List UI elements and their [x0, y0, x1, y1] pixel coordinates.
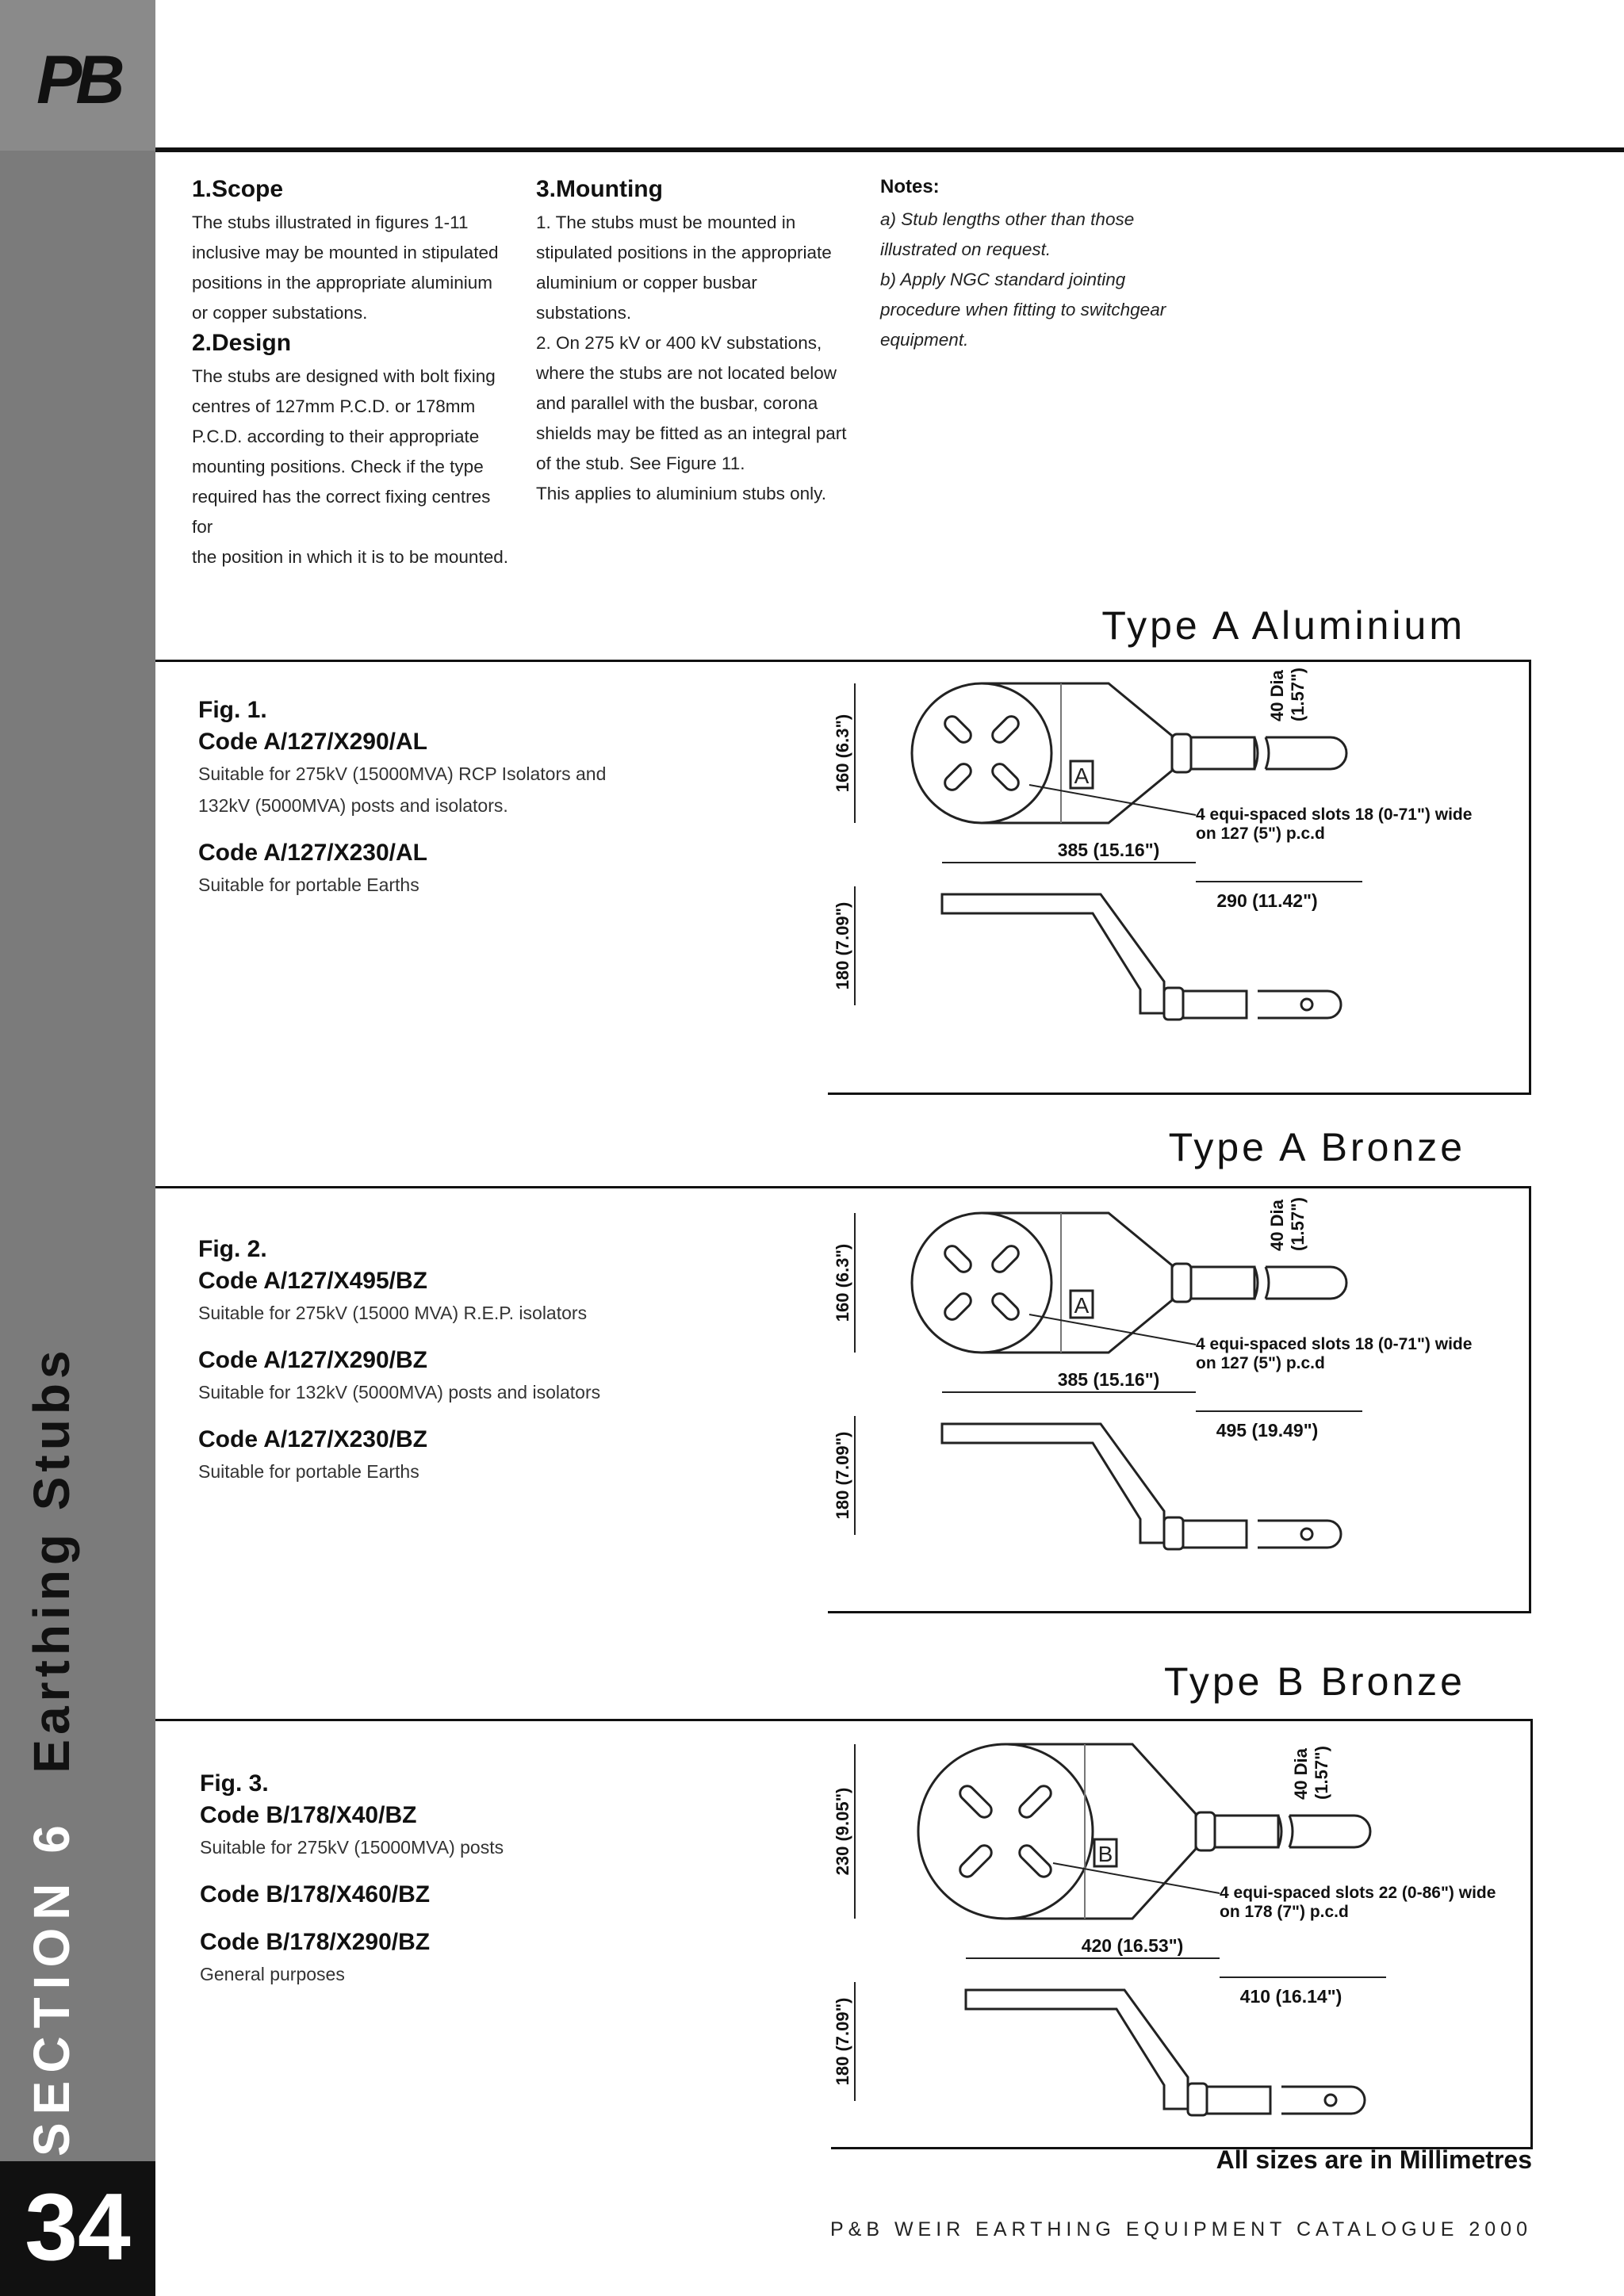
- side-dim-label: 180 (7.09"): [833, 901, 852, 990]
- side-view-collar: [1188, 2084, 1207, 2115]
- stub-collar: [1196, 1812, 1215, 1850]
- fixing-slot: [990, 1243, 1021, 1275]
- stub-drawing: [831, 1728, 1529, 2125]
- side-view-hole: [1325, 2095, 1336, 2106]
- side-view-collar: [1164, 1517, 1183, 1549]
- side-view-rod: [1183, 991, 1247, 1018]
- code-description: Suitable for 132kV (5000MVA) posts and isolators: [198, 1382, 601, 1402]
- side-view-collar: [1164, 988, 1183, 1020]
- plate-circle: [912, 683, 1051, 823]
- fig-3-text: [200, 1768, 691, 1990]
- dia-dim-label: (1.57"): [1288, 1197, 1308, 1251]
- intro-column-2: [536, 176, 853, 509]
- section-name: Earthing Stubs: [23, 1345, 80, 1774]
- stub-drawing: [831, 666, 1529, 1062]
- code-description: Suitable for portable Earths: [198, 874, 419, 895]
- code-description: Suitable for 275kV (15000MVA) posts: [200, 1837, 504, 1858]
- fixing-slot: [1017, 1843, 1054, 1880]
- stub-dim-label: 495 (19.49"): [1216, 1420, 1319, 1441]
- fig-2-text: [198, 1234, 690, 1487]
- units-note: All sizes are in Millimetres: [1216, 2145, 1532, 2174]
- slots-note: 4 equi-spaced slots 22 (0-86") wide: [1220, 1884, 1496, 1902]
- length-dim-label: 385 (15.16"): [1057, 1369, 1160, 1390]
- stub-rod: [1191, 737, 1254, 769]
- fig-label: Fig. 1.: [198, 697, 267, 723]
- notes-heading: Notes:: [880, 176, 940, 197]
- side-view-tip: [1281, 2087, 1365, 2114]
- code-description: Suitable for 275kV (15000 MVA) R.E.P. isolators: [198, 1303, 588, 1323]
- stub-collar: [1172, 734, 1191, 772]
- code-title: Code B/178/X460/BZ: [200, 1881, 431, 1908]
- code-title: Code A/127/X230/AL: [198, 840, 427, 866]
- header-rule: [155, 147, 1624, 152]
- page-number: 34: [25, 2174, 131, 2280]
- side-dim-label: 180 (7.09"): [833, 1997, 852, 2086]
- stub-drawing: [831, 1196, 1529, 1592]
- side-view-bar: [966, 1990, 1188, 2109]
- code-title: Code A/127/X290/BZ: [198, 1347, 427, 1373]
- type-title: Type A Bronze: [1168, 1125, 1465, 1169]
- catalogue-footer: P&B WEIR EARTHING EQUIPMENT CATALOGUE 2000: [829, 2218, 1532, 2241]
- type-title: Type B Bronze: [1164, 1659, 1465, 1704]
- dia-dim-label: 40 Dia: [1291, 1748, 1311, 1800]
- break-mark: [1254, 737, 1269, 769]
- code-title: Code A/127/X290/AL: [198, 729, 427, 755]
- fixing-slot: [1017, 1783, 1054, 1820]
- fixing-slot: [942, 1243, 974, 1275]
- notes-text: a) Stub lengths other than those illustrated on request. b) Apply NGC standard jointing procedure when fitting to switchgear equipment.: [880, 209, 1166, 350]
- slots-note: on 127 (5") p.c.d: [1196, 1354, 1325, 1372]
- stub-tip: [1266, 1267, 1346, 1299]
- mounting-heading: 3.Mounting: [536, 176, 663, 202]
- code-title: Code A/127/X495/BZ: [198, 1268, 427, 1294]
- scope-text: The stubs illustrated in figures 1-11 inclusive may be mounted in stipulated positions in the appropriate aluminium or copper substations.: [192, 212, 499, 323]
- side-view-hole: [1301, 1529, 1312, 1540]
- stub-rod: [1191, 1267, 1254, 1299]
- plate-circle: [912, 1213, 1051, 1353]
- code-title: Code B/178/X290/BZ: [200, 1929, 431, 1955]
- section-title: [22, 1345, 81, 2156]
- slots-note: 4 equi-spaced slots 18 (0-71") wide: [1196, 1335, 1473, 1353]
- side-dim-label: 180 (7.09"): [833, 1431, 852, 1520]
- code-title: Code B/178/X40/BZ: [200, 1802, 417, 1828]
- break-mark: [1254, 1267, 1269, 1299]
- slots-leader: [1029, 785, 1196, 815]
- side-view-bar: [942, 1424, 1164, 1543]
- fixing-slot: [957, 1783, 994, 1820]
- mounting-text: 1. The stubs must be mounted in stipulated positions in the appropriate aluminium or copper busbar substations. 2. On 275 kV or 400 kV substations, where the stubs are not located below and parallel with the busbar, corona shields may be fitted as an integral part of the stub. See Figure 11. This applies to aluminium stubs only.: [536, 212, 847, 503]
- slots-note: 4 equi-spaced slots 18 (0-71") wide: [1196, 806, 1473, 824]
- type-title: Type A Aluminium: [1101, 603, 1465, 648]
- fixing-slot: [990, 761, 1021, 793]
- stub-dim-label: 410 (16.14"): [1239, 1986, 1342, 2007]
- plate-body: [982, 683, 1172, 823]
- break-mark: [1278, 1816, 1293, 1847]
- dia-dim-label: 40 Dia: [1267, 1200, 1287, 1251]
- scope-heading: 1.Scope: [192, 176, 284, 202]
- fixing-slot: [942, 761, 974, 793]
- type-letter: A: [1074, 763, 1090, 788]
- stub-tip: [1266, 737, 1346, 769]
- fixing-slot: [990, 714, 1021, 745]
- stub-rod: [1215, 1816, 1278, 1847]
- fixing-slot: [942, 714, 974, 745]
- plate-circle: [918, 1744, 1093, 1919]
- type-letter: A: [1074, 1293, 1090, 1318]
- code-title: Code A/127/X230/BZ: [198, 1426, 427, 1452]
- fixing-slot: [957, 1843, 994, 1880]
- design-text: The stubs are designed with bolt fixing centres of 127mm P.C.D. or 178mm P.C.D. according to their appropriate mounting positions. Check if the type required has the correct fixing centres for the position in which it is to be mounted.: [192, 366, 508, 567]
- fig-label: Fig. 3.: [200, 1770, 269, 1797]
- length-dim-label: 385 (15.16"): [1057, 840, 1160, 860]
- code-description: Suitable for 275kV (15000MVA) RCP Isolators and 132kV (5000MVA) posts and isolators.: [198, 763, 607, 816]
- dia-dim-label: (1.57"): [1312, 1746, 1331, 1800]
- side-view-tip: [1258, 991, 1341, 1018]
- slots-note: on 178 (7") p.c.d: [1220, 1903, 1349, 1921]
- stub-collar: [1172, 1264, 1191, 1302]
- side-view-bar: [942, 894, 1164, 1013]
- side-view-tip: [1258, 1521, 1341, 1548]
- dia-dim-label: 40 Dia: [1267, 670, 1287, 721]
- side-view-hole: [1301, 999, 1312, 1010]
- side-view-rod: [1207, 2087, 1270, 2114]
- height-dim-label: 160 (6.3"): [833, 1243, 852, 1322]
- slots-note: on 127 (5") p.c.d: [1196, 825, 1325, 843]
- slots-leader: [1029, 1314, 1196, 1345]
- pb-logo: PB: [36, 42, 119, 118]
- height-dim-label: 160 (6.3"): [833, 714, 852, 793]
- plate-body: [1005, 1744, 1196, 1919]
- dia-dim-label: (1.57"): [1288, 668, 1308, 721]
- stub-dim-label: 290 (11.42"): [1216, 890, 1318, 911]
- fixing-slot: [990, 1291, 1021, 1322]
- code-description: Suitable for portable Earths: [198, 1461, 419, 1482]
- plate-body: [982, 1213, 1172, 1353]
- type-letter: B: [1097, 1842, 1113, 1866]
- fig-label: Fig. 2.: [198, 1236, 267, 1262]
- design-heading: 2.Design: [192, 330, 292, 356]
- fig-1-text: [198, 695, 690, 901]
- stub-tip: [1289, 1816, 1370, 1847]
- height-dim-label: 230 (9.05"): [833, 1787, 852, 1876]
- length-dim-label: 420 (16.53"): [1081, 1935, 1184, 1956]
- intro-column-1: [192, 176, 509, 572]
- code-description: General purposes: [200, 1964, 345, 1984]
- fixing-slot: [942, 1291, 974, 1322]
- side-view-rod: [1183, 1521, 1247, 1548]
- intro-column-3: [880, 176, 1197, 355]
- section-label: SECTION 6: [23, 1817, 80, 2156]
